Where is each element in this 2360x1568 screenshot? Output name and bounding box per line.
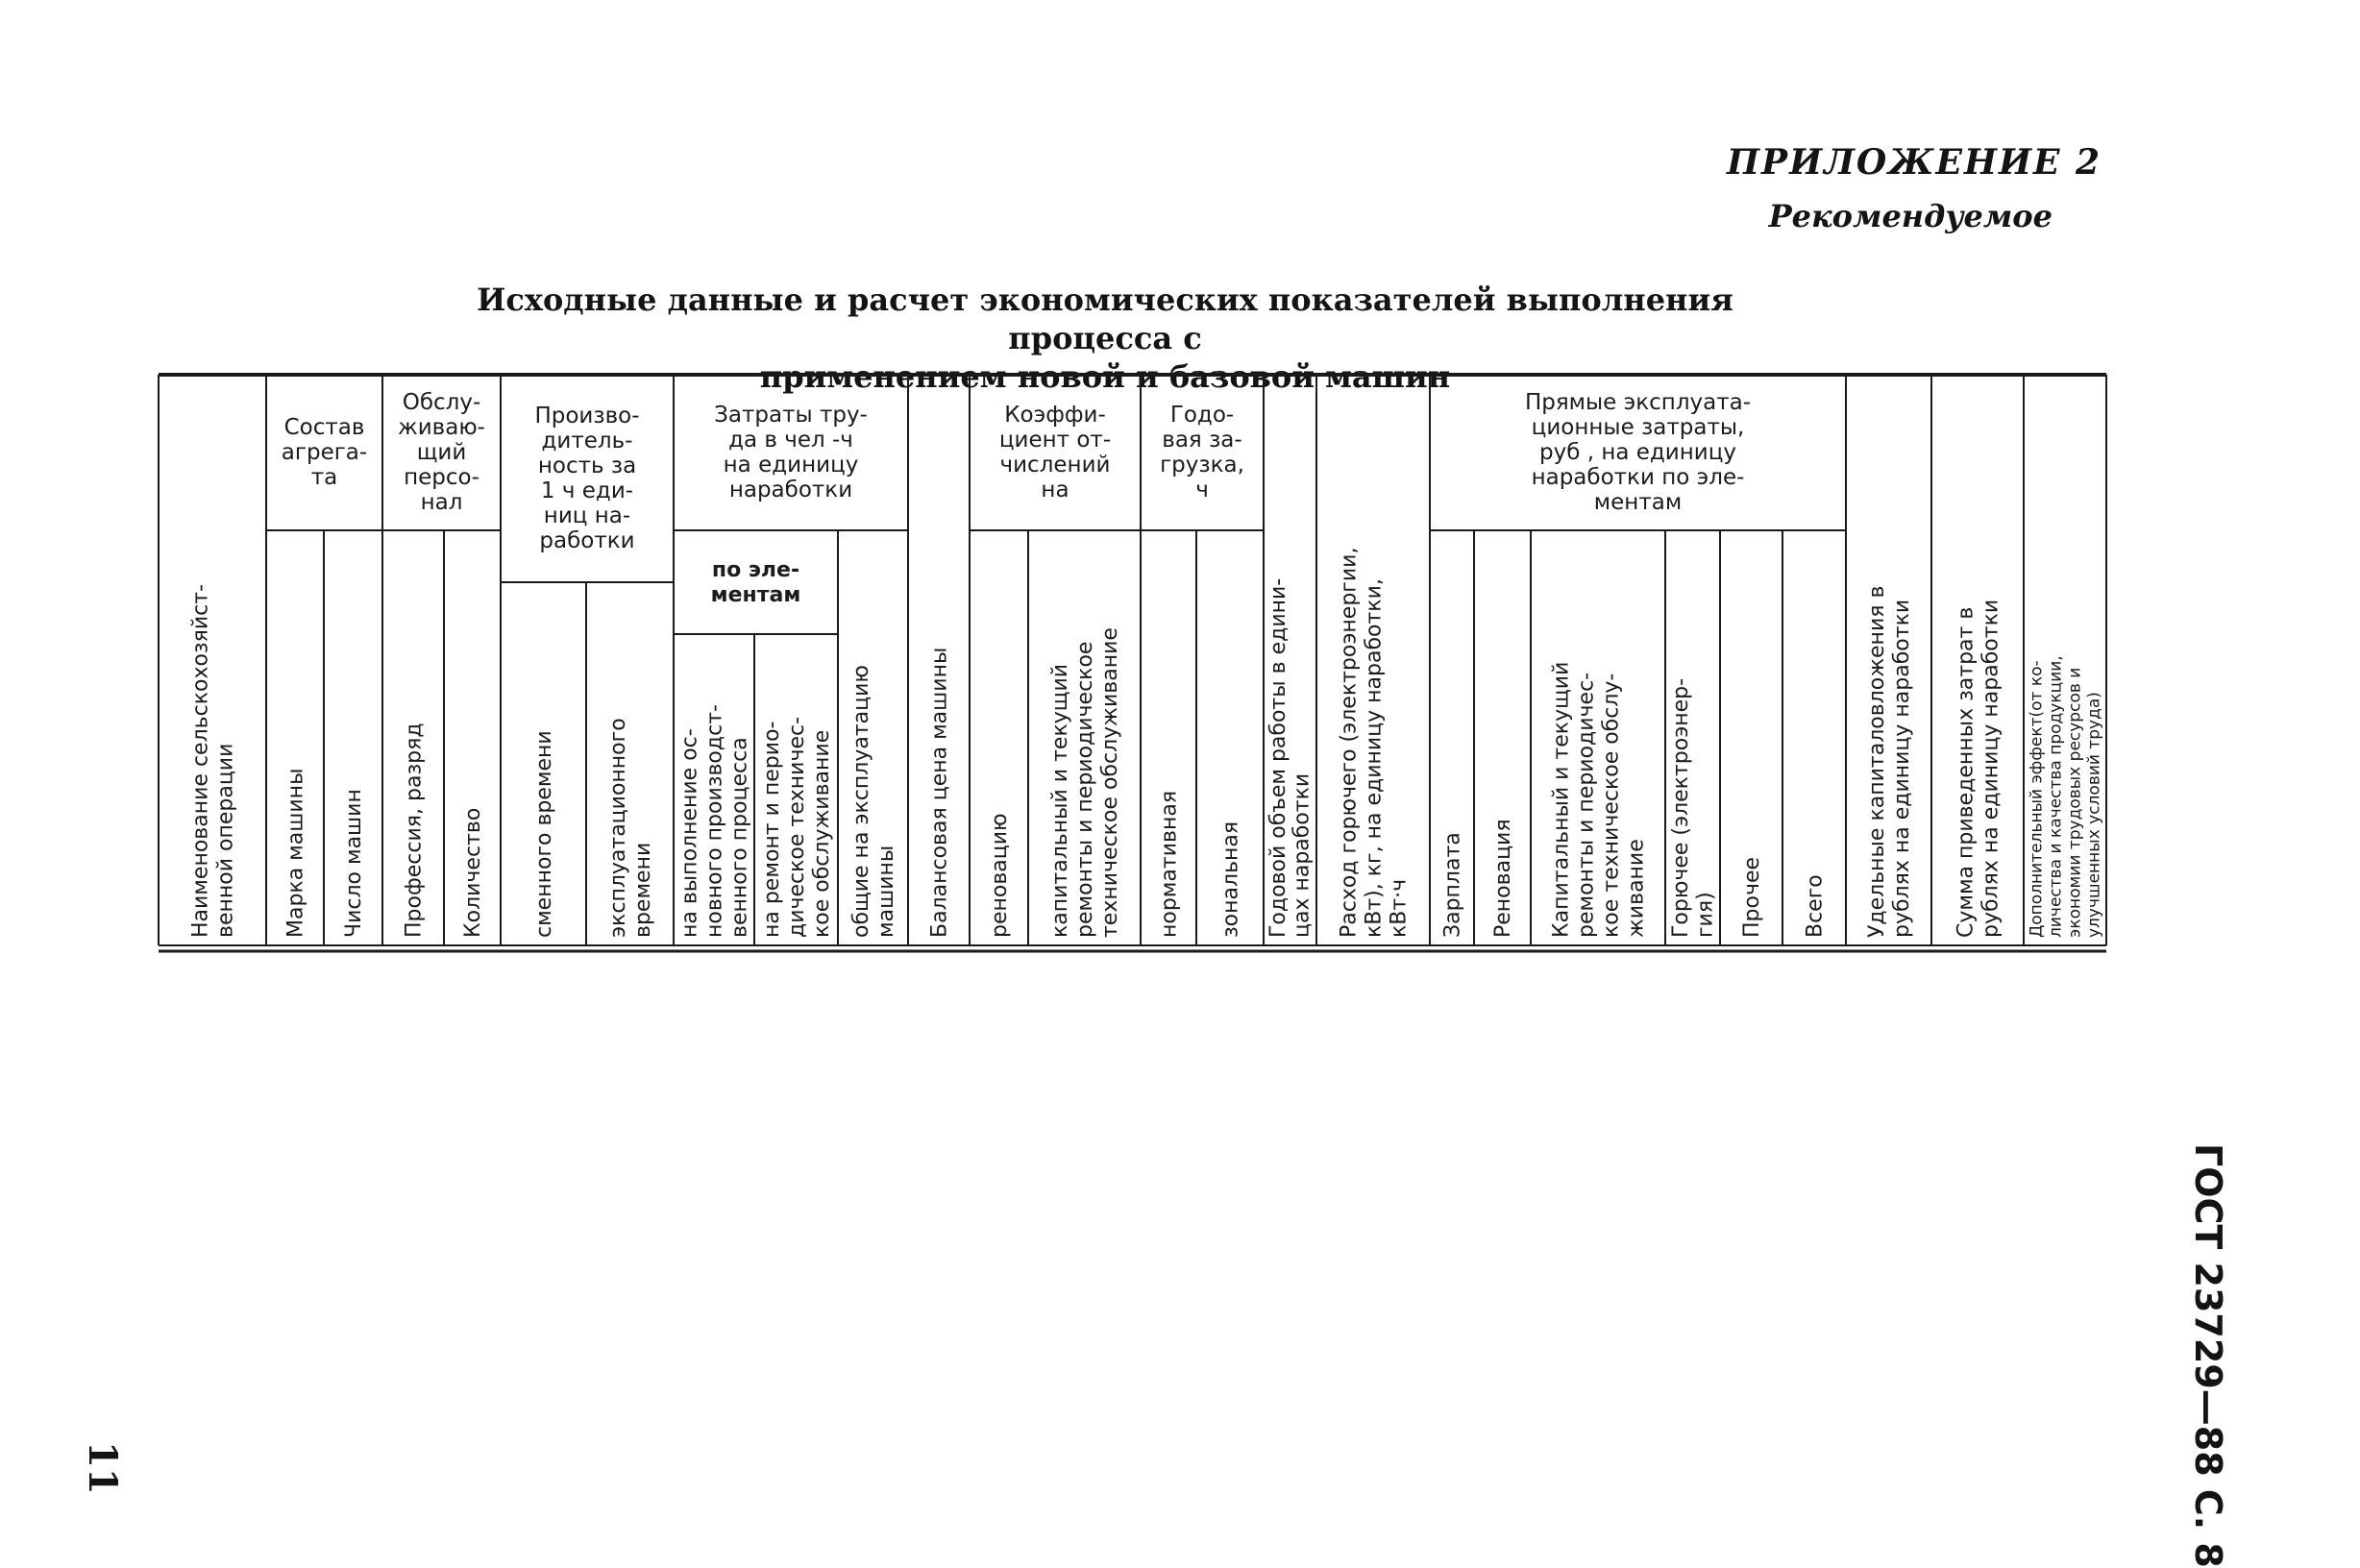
group-header-line: персо-	[404, 465, 479, 490]
column-header-line: Расход горючего (электроэнергии,	[1337, 547, 1362, 938]
group-header-line: Произво-	[534, 404, 640, 429]
column-header-line: новного производст-	[702, 704, 727, 938]
group-header-line: на единицу	[723, 453, 859, 478]
group-header-line: ч	[1195, 478, 1209, 502]
column-header-line: техническое обслуживание	[1097, 627, 1122, 938]
column-header-line: Марка машины	[283, 768, 308, 938]
group-header-line: ниц на-	[543, 503, 631, 528]
appendix-subtitle: Рекомендуемое	[1768, 198, 2053, 234]
column-header-line: Профессия, разряд	[402, 723, 427, 938]
column-header-line: Годовой объем работы в едини-	[1266, 577, 1291, 938]
group-header-line: дитель-	[541, 429, 633, 453]
column-headers	[188, 548, 2103, 938]
group-header-line: ционные затраты,	[1531, 415, 1745, 440]
group-header-line: числений	[999, 453, 1111, 478]
group-header-line: живаю-	[398, 415, 485, 440]
column-header-line: живание	[1624, 839, 1649, 938]
column-header-line: экономии трудовых ресурсов и	[2065, 667, 2085, 938]
column-header-line: рублях на единицу наработки	[1889, 599, 1914, 938]
column-header-line: ремонты и периодичес-	[1574, 672, 1599, 938]
column-header-line: эксплуатационного	[605, 718, 630, 938]
group-header-line: Годо-	[1169, 403, 1235, 428]
column-header-line: машины	[873, 845, 898, 938]
column-header-line: Горючее (электроэнер-	[1668, 677, 1693, 938]
column-header-line: на выполнение ос-	[677, 728, 702, 938]
column-header-line: Прочее	[1739, 856, 1764, 938]
column-header-line: Балансовая цена машины	[927, 647, 952, 938]
group-header-line: да в чел -ч	[728, 428, 853, 453]
group-header-line: Обслу-	[402, 390, 481, 415]
column-header-line: венного процесса	[727, 737, 752, 938]
column-header-line: личества и качества продукции,	[2046, 655, 2066, 938]
group-header-line: Прямые эксплуата-	[1524, 390, 1752, 415]
column-header-line: Сумма приведенных затрат в	[1954, 606, 1979, 938]
group-header-line: Состав	[283, 415, 365, 440]
group-header-line: руб , на единицу	[1538, 440, 1737, 465]
group-header-line: агрега-	[281, 440, 368, 465]
standard-reference: ГОСТ 23729—88 С. 8	[2187, 1143, 2229, 1568]
column-header-line: Дополнительный эффект(от ко-	[2027, 660, 2047, 938]
column-header-line: кое техническое обслу-	[1599, 673, 1624, 938]
group-header-line: Затраты тру-	[714, 403, 868, 428]
group-header-line: циент от-	[998, 428, 1112, 453]
column-header-line: на ремонт и перио-	[759, 721, 784, 938]
column-header-line: ремонты и периодическое	[1072, 641, 1097, 938]
appendix-title: ПРИЛОЖЕНИЕ 2	[1726, 142, 2102, 183]
group-header-line: вая за-	[1162, 428, 1242, 453]
group-header-line: та	[310, 465, 338, 490]
group-header-line: 1 ч еди-	[540, 478, 634, 503]
column-header-line: капитальный и текущий	[1047, 663, 1072, 938]
column-header-line: кое обслуживание	[809, 729, 834, 938]
column-header-line: Число машин	[341, 789, 366, 938]
column-header-line: времени	[630, 842, 655, 938]
column-header-line: цах наработки	[1290, 772, 1315, 938]
column-header-line: нормативная	[1157, 790, 1182, 938]
group-header-line: по эле-	[711, 558, 800, 582]
group-header-line: Коэффи-	[1004, 403, 1106, 428]
column-header-line: рублях на единицу наработки	[1979, 599, 2004, 938]
group-header-line: на	[1041, 478, 1069, 502]
column-header-line: Количество	[460, 807, 485, 938]
column-header-line: кВт·ч	[1387, 878, 1412, 938]
group-header-line: ментам	[1593, 490, 1683, 515]
column-header-line: венной операции	[213, 743, 238, 938]
group-header-line: ментам	[710, 583, 801, 607]
column-header-line: гия)	[1693, 892, 1718, 938]
column-header-line: Реновация	[1490, 819, 1515, 938]
column-header-line: сменного времени	[531, 730, 556, 938]
column-header-line: зональная	[1218, 821, 1243, 938]
column-header-line: Наименование сельскохозяйст-	[188, 583, 213, 938]
group-header-line: ность за	[537, 453, 637, 478]
group-header-line: грузка,	[1160, 453, 1244, 478]
group-header-line: наработки	[728, 478, 853, 502]
column-header-line: Капитальный и текущий	[1549, 661, 1574, 938]
column-header-line: дическое техничес-	[784, 716, 809, 938]
group-header-line: нал	[420, 490, 463, 515]
group-header-line: работки	[539, 528, 635, 553]
group-header-line: щий	[416, 440, 467, 465]
column-header-line: реновацию	[987, 813, 1012, 938]
group-header-line: наработки по эле-	[1531, 465, 1745, 490]
column-header-line: кВт), кг, на единицу наработки,	[1362, 578, 1387, 938]
table-title-line-1: Исходные данные и расчет экономических показателей выполнения процесса с	[477, 282, 1733, 356]
column-header-line: Зарплата	[1440, 832, 1465, 938]
column-header-line: общие на эксплуатацию	[848, 665, 873, 938]
column-header-line: Всего	[1803, 874, 1828, 938]
page-number: 11	[80, 1441, 125, 1495]
table-title-line-2: применением новой и базовой машин	[759, 358, 1451, 395]
column-header-line: Удельные капиталовложения в	[1864, 585, 1889, 938]
column-header-line: улучшенных условий труда)	[2084, 692, 2104, 938]
